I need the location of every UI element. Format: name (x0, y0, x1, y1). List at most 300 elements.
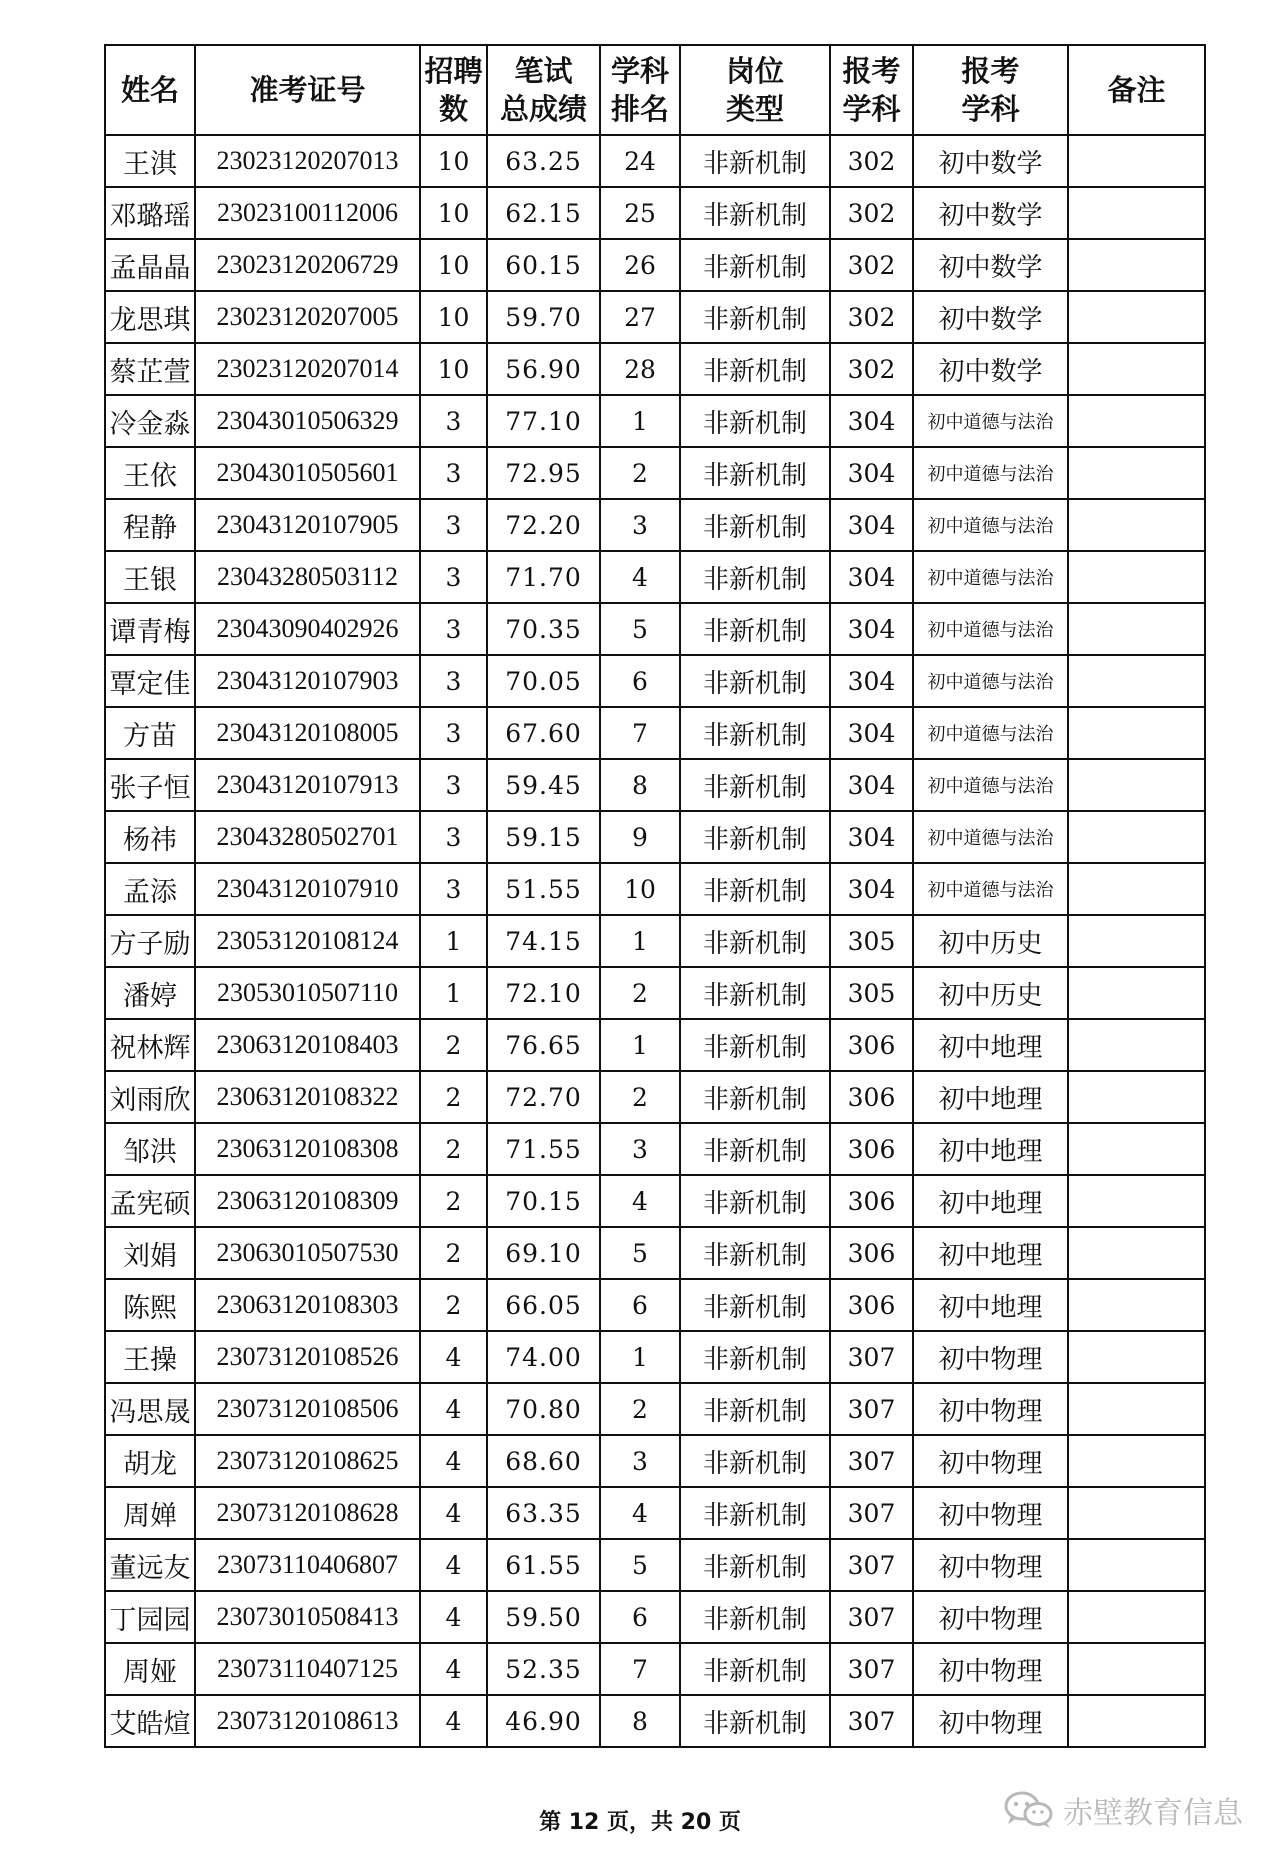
table-row (105, 187, 1205, 239)
remark-cell (1068, 447, 1205, 499)
name-cell: 祝林辉 (105, 1019, 195, 1071)
exam-id-cell: 23043280503112 (195, 551, 420, 603)
quota-cell: 2 (420, 1071, 487, 1123)
subject-code-cell: 302 (830, 135, 913, 187)
subject-code-cell: 302 (830, 343, 913, 395)
rank-cell: 5 (600, 1539, 680, 1591)
subject-name-cell: 初中物理 (913, 1383, 1068, 1435)
exam-id-cell: 23023100112006 (195, 187, 420, 239)
table-row (105, 759, 1205, 811)
post-type-cell: 非新机制 (680, 291, 830, 343)
score-cell: 72.70 (487, 1071, 600, 1123)
page-number: 第 12 页，共 20 页 (539, 1810, 741, 1835)
rank-cell: 10 (600, 863, 680, 915)
exam-id-cell: 23073120108526 (195, 1331, 420, 1383)
rank-cell: 1 (600, 1331, 680, 1383)
subject-code-cell: 307 (830, 1331, 913, 1383)
post-type-cell: 非新机制 (680, 1539, 830, 1591)
name-cell: 周婵 (105, 1487, 195, 1539)
table-row (105, 1695, 1205, 1747)
header-quota: 招聘 数 (420, 45, 487, 135)
subject-code-cell: 304 (830, 863, 913, 915)
name-cell: 蔡芷萱 (105, 343, 195, 395)
post-type-cell: 非新机制 (680, 1487, 830, 1539)
post-type-cell: 非新机制 (680, 1643, 830, 1695)
exam-id-cell: 23053010507110 (195, 967, 420, 1019)
remark-cell (1068, 915, 1205, 967)
subject-code-cell: 305 (830, 967, 913, 1019)
header-exam-id: 准考证号 (195, 45, 420, 135)
wechat-icon (1003, 1790, 1055, 1830)
table-row (105, 1435, 1205, 1487)
score-cell: 66.05 (487, 1279, 600, 1331)
quota-cell: 10 (420, 343, 487, 395)
subject-name-cell: 初中物理 (913, 1539, 1068, 1591)
rank-cell: 28 (600, 343, 680, 395)
subject-name-cell: 初中道德与法治 (913, 447, 1068, 499)
rank-cell: 4 (600, 1175, 680, 1227)
score-cell: 68.60 (487, 1435, 600, 1487)
exam-id-cell: 23073010508413 (195, 1591, 420, 1643)
quota-cell: 10 (420, 135, 487, 187)
score-cell: 60.15 (487, 239, 600, 291)
exam-id-cell: 23073120108625 (195, 1435, 420, 1487)
subject-name-cell: 初中物理 (913, 1643, 1068, 1695)
score-cell: 69.10 (487, 1227, 600, 1279)
subject-code-cell: 304 (830, 603, 913, 655)
name-cell: 方苗 (105, 707, 195, 759)
name-cell: 龙思琪 (105, 291, 195, 343)
table-row (105, 1279, 1205, 1331)
post-type-cell: 非新机制 (680, 1435, 830, 1487)
post-type-cell: 非新机制 (680, 1123, 830, 1175)
quota-cell: 3 (420, 759, 487, 811)
name-cell: 王依 (105, 447, 195, 499)
exam-id-cell: 23073110407125 (195, 1643, 420, 1695)
quota-cell: 3 (420, 811, 487, 863)
subject-code-cell: 307 (830, 1435, 913, 1487)
quota-cell: 4 (420, 1695, 487, 1747)
table-body (105, 135, 1205, 1747)
rank-cell: 2 (600, 1071, 680, 1123)
post-type-cell: 非新机制 (680, 239, 830, 291)
subject-code-cell: 304 (830, 759, 913, 811)
rank-cell: 3 (600, 499, 680, 551)
quota-cell: 4 (420, 1435, 487, 1487)
quota-cell: 4 (420, 1487, 487, 1539)
subject-name-cell: 初中数学 (913, 343, 1068, 395)
exam-id-cell: 23053120108124 (195, 915, 420, 967)
table-row (105, 499, 1205, 551)
table-row (105, 1643, 1205, 1695)
exam-id-cell: 23073120108613 (195, 1695, 420, 1747)
subject-code-cell: 304 (830, 707, 913, 759)
rank-cell: 3 (600, 1123, 680, 1175)
post-type-cell: 非新机制 (680, 187, 830, 239)
post-type-cell: 非新机制 (680, 395, 830, 447)
quota-cell: 2 (420, 1123, 487, 1175)
name-cell: 邹洪 (105, 1123, 195, 1175)
rank-cell: 6 (600, 1591, 680, 1643)
remark-cell (1068, 1695, 1205, 1747)
subject-code-cell: 302 (830, 239, 913, 291)
post-type-cell: 非新机制 (680, 1227, 830, 1279)
rank-cell: 8 (600, 1695, 680, 1747)
quota-cell: 10 (420, 239, 487, 291)
quota-cell: 3 (420, 447, 487, 499)
rank-cell: 1 (600, 395, 680, 447)
table-row (105, 395, 1205, 447)
table-row (105, 551, 1205, 603)
post-type-cell: 非新机制 (680, 759, 830, 811)
table-row (105, 291, 1205, 343)
subject-name-cell: 初中地理 (913, 1019, 1068, 1071)
subject-name-cell: 初中数学 (913, 239, 1068, 291)
remark-cell (1068, 1539, 1205, 1591)
table-row (105, 707, 1205, 759)
quota-cell: 10 (420, 187, 487, 239)
post-type-cell: 非新机制 (680, 1019, 830, 1071)
subject-name-cell: 初中物理 (913, 1591, 1068, 1643)
post-type-cell: 非新机制 (680, 1331, 830, 1383)
exam-id-cell: 23063010507530 (195, 1227, 420, 1279)
quota-cell: 1 (420, 915, 487, 967)
score-cell: 61.55 (487, 1539, 600, 1591)
subject-name-cell: 初中道德与法治 (913, 395, 1068, 447)
subject-code-cell: 307 (830, 1383, 913, 1435)
subject-name-cell: 初中历史 (913, 915, 1068, 967)
score-cell: 72.95 (487, 447, 600, 499)
exam-id-cell: 23043090402926 (195, 603, 420, 655)
score-cell: 62.15 (487, 187, 600, 239)
table-row (105, 1383, 1205, 1435)
subject-code-cell: 304 (830, 395, 913, 447)
quota-cell: 2 (420, 1019, 487, 1071)
quota-cell: 2 (420, 1227, 487, 1279)
rank-cell: 7 (600, 707, 680, 759)
name-cell: 冯思晟 (105, 1383, 195, 1435)
subject-code-cell: 307 (830, 1539, 913, 1591)
rank-cell: 6 (600, 655, 680, 707)
score-cell: 74.15 (487, 915, 600, 967)
quota-cell: 3 (420, 603, 487, 655)
remark-cell (1068, 759, 1205, 811)
subject-name-cell: 初中数学 (913, 135, 1068, 187)
quota-cell: 3 (420, 551, 487, 603)
table-row (105, 1539, 1205, 1591)
rank-cell: 2 (600, 1383, 680, 1435)
exam-id-cell: 23073120108628 (195, 1487, 420, 1539)
score-cell: 51.55 (487, 863, 600, 915)
rank-cell: 2 (600, 967, 680, 1019)
table-row (105, 135, 1205, 187)
remark-cell (1068, 343, 1205, 395)
post-type-cell: 非新机制 (680, 1383, 830, 1435)
subject-code-cell: 306 (830, 1123, 913, 1175)
post-type-cell: 非新机制 (680, 1695, 830, 1747)
header-row (105, 45, 1205, 135)
score-cell: 59.15 (487, 811, 600, 863)
score-cell: 46.90 (487, 1695, 600, 1747)
table-row (105, 1591, 1205, 1643)
name-cell: 刘娟 (105, 1227, 195, 1279)
subject-code-cell: 302 (830, 291, 913, 343)
quota-cell: 4 (420, 1331, 487, 1383)
remark-cell (1068, 1331, 1205, 1383)
rank-cell: 9 (600, 811, 680, 863)
post-type-cell: 非新机制 (680, 343, 830, 395)
subject-name-cell: 初中道德与法治 (913, 603, 1068, 655)
table-row (105, 967, 1205, 1019)
header-subject-name: 报考 学科 (913, 45, 1068, 135)
header-post-type: 岗位 类型 (680, 45, 830, 135)
table-row (105, 1019, 1205, 1071)
subject-name-cell: 初中物理 (913, 1331, 1068, 1383)
name-cell: 张子恒 (105, 759, 195, 811)
post-type-cell: 非新机制 (680, 655, 830, 707)
name-cell: 胡龙 (105, 1435, 195, 1487)
header-subject-code: 报考 学科 (830, 45, 913, 135)
score-cell: 71.55 (487, 1123, 600, 1175)
subject-code-cell: 304 (830, 551, 913, 603)
exam-id-cell: 23043280502701 (195, 811, 420, 863)
table-row (105, 1331, 1205, 1383)
subject-code-cell: 304 (830, 655, 913, 707)
remark-cell (1068, 1279, 1205, 1331)
exam-id-cell: 23043010506329 (195, 395, 420, 447)
name-cell: 潘婷 (105, 967, 195, 1019)
name-cell: 杨祎 (105, 811, 195, 863)
exam-id-cell: 23023120207014 (195, 343, 420, 395)
subject-code-cell: 306 (830, 1175, 913, 1227)
table-row (105, 1487, 1205, 1539)
exam-id-cell: 23063120108322 (195, 1071, 420, 1123)
quota-cell: 4 (420, 1643, 487, 1695)
score-cell: 72.20 (487, 499, 600, 551)
rank-cell: 24 (600, 135, 680, 187)
subject-name-cell: 初中地理 (913, 1279, 1068, 1331)
exam-id-cell: 23063120108403 (195, 1019, 420, 1071)
subject-name-cell: 初中道德与法治 (913, 811, 1068, 863)
rank-cell: 26 (600, 239, 680, 291)
table-row (105, 447, 1205, 499)
quota-cell: 3 (420, 499, 487, 551)
remark-cell (1068, 1175, 1205, 1227)
post-type-cell: 非新机制 (680, 499, 830, 551)
remark-cell (1068, 1383, 1205, 1435)
quota-cell: 3 (420, 863, 487, 915)
exam-id-cell: 23043010505601 (195, 447, 420, 499)
name-cell: 谭青梅 (105, 603, 195, 655)
exam-id-cell: 23023120206729 (195, 239, 420, 291)
subject-name-cell: 初中物理 (913, 1695, 1068, 1747)
exam-id-cell: 23023120207013 (195, 135, 420, 187)
table-header (105, 45, 1205, 135)
exam-id-cell: 23063120108309 (195, 1175, 420, 1227)
subject-code-cell: 306 (830, 1227, 913, 1279)
name-cell: 周娅 (105, 1643, 195, 1695)
subject-name-cell: 初中地理 (913, 1227, 1068, 1279)
subject-name-cell: 初中数学 (913, 291, 1068, 343)
name-cell: 邓璐瑶 (105, 187, 195, 239)
subject-code-cell: 306 (830, 1071, 913, 1123)
name-cell: 丁园园 (105, 1591, 195, 1643)
score-cell: 71.70 (487, 551, 600, 603)
exam-id-cell: 23043120107913 (195, 759, 420, 811)
table-row (105, 915, 1205, 967)
subject-name-cell: 初中数学 (913, 187, 1068, 239)
name-cell: 董远友 (105, 1539, 195, 1591)
subject-name-cell: 初中道德与法治 (913, 863, 1068, 915)
name-cell: 王淇 (105, 135, 195, 187)
subject-name-cell: 初中道德与法治 (913, 707, 1068, 759)
rank-cell: 4 (600, 551, 680, 603)
subject-code-cell: 305 (830, 915, 913, 967)
header-written-score: 笔试 总成绩 (487, 45, 600, 135)
score-cell: 72.10 (487, 967, 600, 1019)
remark-cell (1068, 291, 1205, 343)
subject-name-cell: 初中历史 (913, 967, 1068, 1019)
post-type-cell: 非新机制 (680, 551, 830, 603)
remark-cell (1068, 1123, 1205, 1175)
score-cell: 56.90 (487, 343, 600, 395)
exam-id-cell: 23043120107905 (195, 499, 420, 551)
quota-cell: 10 (420, 291, 487, 343)
table-row (105, 603, 1205, 655)
rank-cell: 8 (600, 759, 680, 811)
exam-id-cell: 23023120207005 (195, 291, 420, 343)
table-row (105, 811, 1205, 863)
subject-name-cell: 初中道德与法治 (913, 551, 1068, 603)
subject-code-cell: 307 (830, 1487, 913, 1539)
quota-cell: 4 (420, 1591, 487, 1643)
subject-name-cell: 初中地理 (913, 1175, 1068, 1227)
remark-cell (1068, 655, 1205, 707)
remark-cell (1068, 1435, 1205, 1487)
score-cell: 77.10 (487, 395, 600, 447)
post-type-cell: 非新机制 (680, 863, 830, 915)
post-type-cell: 非新机制 (680, 707, 830, 759)
score-cell: 63.25 (487, 135, 600, 187)
post-type-cell: 非新机制 (680, 447, 830, 499)
remark-cell (1068, 1227, 1205, 1279)
score-cell: 70.15 (487, 1175, 600, 1227)
exam-id-cell: 23063120108303 (195, 1279, 420, 1331)
score-cell: 70.80 (487, 1383, 600, 1435)
name-cell: 程静 (105, 499, 195, 551)
name-cell: 孟添 (105, 863, 195, 915)
score-cell: 76.65 (487, 1019, 600, 1071)
subject-code-cell: 307 (830, 1591, 913, 1643)
table-row (105, 863, 1205, 915)
rank-cell: 7 (600, 1643, 680, 1695)
score-cell: 52.35 (487, 1643, 600, 1695)
post-type-cell: 非新机制 (680, 915, 830, 967)
remark-cell (1068, 603, 1205, 655)
table-row (105, 1175, 1205, 1227)
remark-cell (1068, 1643, 1205, 1695)
rank-cell: 4 (600, 1487, 680, 1539)
rank-cell: 5 (600, 1227, 680, 1279)
post-type-cell: 非新机制 (680, 603, 830, 655)
name-cell: 方子励 (105, 915, 195, 967)
watermark (1003, 1788, 1243, 1832)
name-cell: 王银 (105, 551, 195, 603)
exam-id-cell: 23063120108308 (195, 1123, 420, 1175)
subject-name-cell: 初中道德与法治 (913, 499, 1068, 551)
table-row (105, 239, 1205, 291)
post-type-cell: 非新机制 (680, 1591, 830, 1643)
remark-cell (1068, 707, 1205, 759)
exam-id-cell: 23043120107910 (195, 863, 420, 915)
score-cell: 70.35 (487, 603, 600, 655)
quota-cell: 3 (420, 395, 487, 447)
post-type-cell: 非新机制 (680, 1279, 830, 1331)
name-cell: 冷金淼 (105, 395, 195, 447)
remark-cell (1068, 1071, 1205, 1123)
rank-cell: 2 (600, 447, 680, 499)
table-row (105, 1123, 1205, 1175)
rank-cell: 5 (600, 603, 680, 655)
post-type-cell: 非新机制 (680, 135, 830, 187)
quota-cell: 2 (420, 1279, 487, 1331)
header-subject-rank: 学科 排名 (600, 45, 680, 135)
remark-cell (1068, 499, 1205, 551)
remark-cell (1068, 395, 1205, 447)
post-type-cell: 非新机制 (680, 1071, 830, 1123)
subject-code-cell: 304 (830, 499, 913, 551)
subject-code-cell: 307 (830, 1643, 913, 1695)
score-cell: 67.60 (487, 707, 600, 759)
post-type-cell: 非新机制 (680, 811, 830, 863)
table-row (105, 1071, 1205, 1123)
subject-code-cell: 304 (830, 811, 913, 863)
name-cell: 陈熙 (105, 1279, 195, 1331)
rank-cell: 1 (600, 1019, 680, 1071)
post-type-cell: 非新机制 (680, 967, 830, 1019)
rank-cell: 6 (600, 1279, 680, 1331)
score-cell: 59.70 (487, 291, 600, 343)
name-cell: 刘雨欣 (105, 1071, 195, 1123)
table-row (105, 343, 1205, 395)
name-cell: 艾皓煊 (105, 1695, 195, 1747)
header-name: 姓名 (105, 45, 195, 135)
subject-code-cell: 307 (830, 1695, 913, 1747)
subject-name-cell: 初中道德与法治 (913, 759, 1068, 811)
remark-cell (1068, 551, 1205, 603)
quota-cell: 3 (420, 707, 487, 759)
remark-cell (1068, 1019, 1205, 1071)
rank-cell: 27 (600, 291, 680, 343)
subject-name-cell: 初中地理 (913, 1071, 1068, 1123)
table-row (105, 655, 1205, 707)
exam-id-cell: 23043120107903 (195, 655, 420, 707)
score-cell: 74.00 (487, 1331, 600, 1383)
quota-cell: 4 (420, 1539, 487, 1591)
remark-cell (1068, 135, 1205, 187)
watermark-text: 赤壁教育信息 (1063, 1796, 1243, 1831)
quota-cell: 2 (420, 1175, 487, 1227)
remark-cell (1068, 967, 1205, 1019)
name-cell: 覃定佳 (105, 655, 195, 707)
remark-cell (1068, 811, 1205, 863)
score-cell: 59.45 (487, 759, 600, 811)
rank-cell: 3 (600, 1435, 680, 1487)
remark-cell (1068, 1487, 1205, 1539)
score-cell: 70.05 (487, 655, 600, 707)
quota-cell: 1 (420, 967, 487, 1019)
remark-cell (1068, 1591, 1205, 1643)
